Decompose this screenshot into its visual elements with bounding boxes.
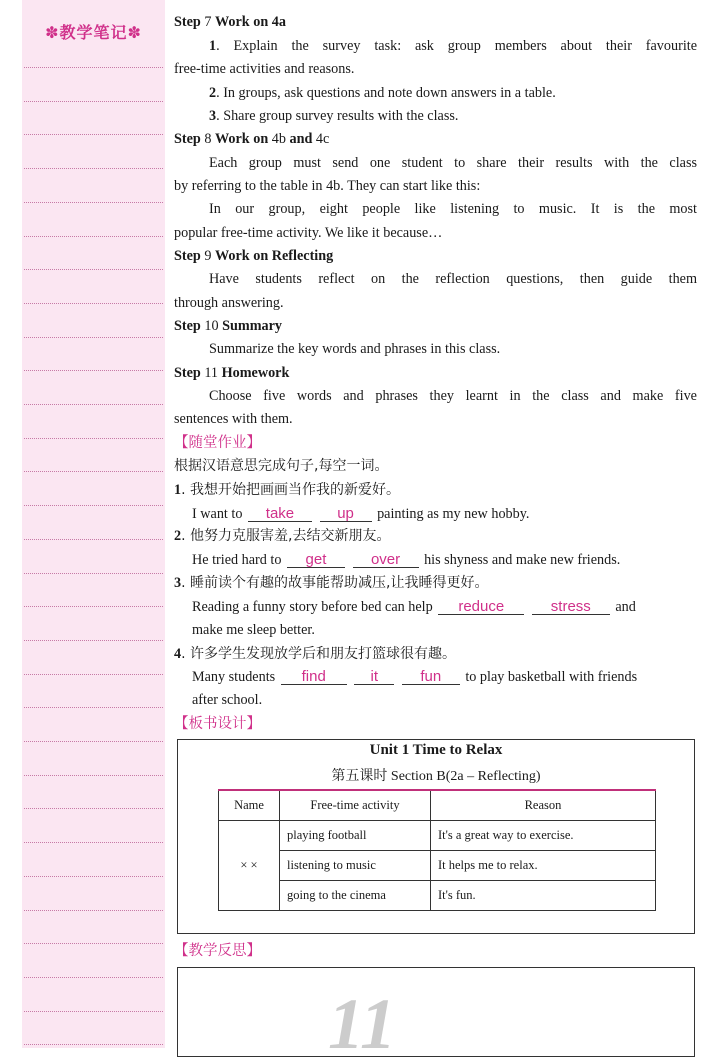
board-design-header: 【板书设计】 [174, 716, 261, 732]
note-line [24, 370, 163, 371]
exercise-instruction: 根据汉语意思完成句子,每空一词。 [174, 458, 389, 474]
step-line: by referring to the table in 4b. They can start like this: [174, 178, 481, 194]
survey-table [218, 789, 656, 911]
note-line [24, 977, 163, 978]
note-line [24, 910, 163, 911]
note-line [24, 134, 163, 135]
note-line [24, 640, 163, 641]
board-title: Unit 1 Time to Relax [369, 742, 503, 758]
step-line: Each group must send one student to share their results with the class [209, 155, 697, 171]
step-line: through answering. [174, 295, 284, 311]
answer-blank[interactable]: it [354, 669, 394, 685]
name-cell: × × [219, 821, 280, 911]
step-heading: Step 10 Summary [174, 318, 282, 334]
reason-cell: It's fun. [431, 881, 656, 911]
note-line [24, 67, 163, 68]
answer-blank[interactable]: get [287, 552, 345, 568]
teaching-notes-sidebar [22, 0, 165, 1048]
note-line [24, 168, 163, 169]
exercise-question: 3. 睡前读个有趣的故事能帮助减压,让我睡得更好。 [174, 575, 489, 591]
note-line [24, 707, 163, 708]
note-line [24, 337, 163, 338]
answer-blank[interactable]: reduce [438, 599, 524, 615]
answer-blank[interactable]: take [248, 506, 312, 522]
reason-cell: It's a great way to exercise. [431, 821, 656, 851]
step-heading: Step 9 Work on Reflecting [174, 248, 334, 264]
column-header: Name [219, 790, 280, 821]
reflection-header: 【教学反思】 [174, 943, 261, 959]
note-line [24, 471, 163, 472]
note-line [24, 674, 163, 675]
answer-blank[interactable]: over [353, 552, 419, 568]
note-line [24, 808, 163, 809]
step-line: Choose five words and phrases they learnt in the class and make five [209, 388, 697, 404]
exercise-question: 1. 我想开始把画画当作我的新爱好。 [174, 482, 400, 498]
step-line: free-time activities and reasons. [174, 61, 355, 77]
note-line [24, 842, 163, 843]
sidebar-title: ✽教学笔记✽ [45, 23, 142, 42]
note-line [24, 404, 163, 405]
note-line [24, 1044, 163, 1045]
table-row [219, 821, 656, 851]
answer-blank[interactable]: find [281, 669, 347, 685]
note-line [24, 943, 163, 944]
note-line [24, 741, 163, 742]
step-heading: Step 7 Work on 4a [174, 14, 286, 30]
exercise-answer-line: He tried hard to get over his shyness and make new friends. [192, 551, 621, 568]
note-line [24, 606, 163, 607]
step-line: 1. Explain the survey task: ask group members about their favourite [209, 38, 697, 54]
answer-blank[interactable]: stress [532, 599, 610, 615]
reflection-box[interactable] [177, 967, 695, 1064]
step-line: Summarize the key words and phrases in this class. [209, 341, 501, 357]
table-header-row [219, 790, 656, 821]
table-row [219, 881, 656, 911]
note-line [24, 438, 163, 439]
page-number: 11 [328, 984, 397, 1064]
note-line [24, 303, 163, 304]
step-line: popular free-time activity. We like it because… [174, 225, 443, 241]
answer-blank[interactable]: fun [402, 669, 460, 685]
note-line [24, 1011, 163, 1012]
step-heading: Step 8 Work on 4b and 4c [174, 131, 330, 147]
note-line [24, 573, 163, 574]
board-design-box [177, 739, 695, 934]
exercise-answer-line: I want to take up painting as my new hobby. [192, 505, 530, 522]
note-line [24, 202, 163, 203]
note-line [24, 876, 163, 877]
exercise-answer-line: make me sleep better. [192, 622, 315, 638]
note-line [24, 505, 163, 506]
step-heading: Step 11 Homework [174, 365, 290, 381]
column-header: Reason [431, 790, 656, 821]
reason-cell: It helps me to relax. [431, 851, 656, 881]
note-line [24, 236, 163, 237]
exercise-answer-line: Reading a funny story before bed can help reduce stress and [192, 598, 636, 615]
table-row [219, 851, 656, 881]
activity-cell: playing football [280, 821, 431, 851]
exercise-question: 4. 许多学生发现放学后和朋友打篮球很有趣。 [174, 646, 456, 662]
exercise-answer-line: after school. [192, 692, 263, 708]
board-subtitle: 第五课时 Section B(2a – Reflecting) [331, 769, 541, 784]
column-header: Free-time activity [280, 790, 431, 821]
step-line: 2. In groups, ask questions and note down answers in a table. [209, 85, 556, 101]
activity-cell: going to the cinema [280, 881, 431, 911]
step-line: 3. Share group survey results with the class. [209, 108, 459, 124]
note-line [24, 269, 163, 270]
exercise-answer-line: Many students find it fun to play basketball with friends [192, 668, 638, 685]
step-line: sentences with them. [174, 411, 293, 427]
exercise-header: 【随堂作业】 [174, 435, 261, 451]
activity-cell: listening to music [280, 851, 431, 881]
step-line: Have students reflect on the reflection questions, then guide them [209, 271, 697, 287]
note-line [24, 101, 163, 102]
exercise-question: 2. 他努力克服害羞,去结交新朋友。 [174, 528, 391, 544]
note-line [24, 539, 163, 540]
step-line: In our group, eight people like listening to music. It is the most [209, 201, 697, 217]
note-line [24, 775, 163, 776]
answer-blank[interactable]: up [320, 506, 372, 522]
